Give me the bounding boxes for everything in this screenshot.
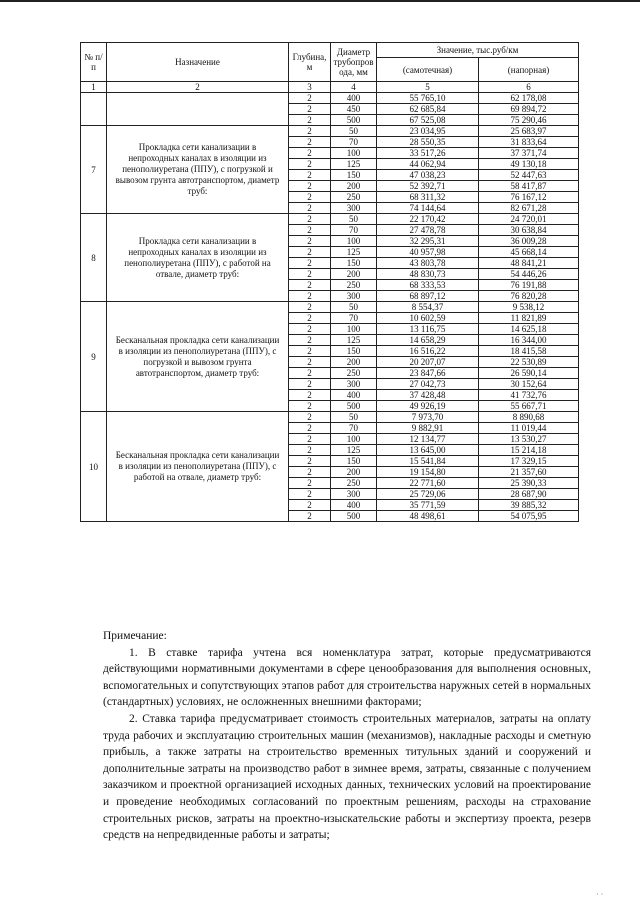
selfflow-value-cell: 62 685,84	[377, 104, 479, 115]
header-pressure: (напорная)	[479, 58, 579, 82]
diameter-cell: 500	[331, 115, 377, 126]
diameter-cell: 400	[331, 93, 377, 104]
note-paragraph-1: 1. В ставке тарифа учтена вся номенклатура затрат, которые предусматриваются действующими нормативными документами в сфере ценообразования для выполнения основных, вспомогательных и сопутствующих этапов работ для строительства наружных сетей в нормальных (стандартных) условиях, не осложненных внешними факторами;	[103, 646, 591, 709]
pressure-value-cell: 30 638,84	[479, 225, 579, 236]
selfflow-value-cell: 16 516,22	[377, 346, 479, 357]
depth-cell: 2	[289, 225, 331, 236]
diameter-cell: 150	[331, 258, 377, 269]
header-num: № п/п	[81, 43, 107, 82]
col-number: 3	[289, 82, 331, 93]
pressure-value-cell: 15 214,18	[479, 445, 579, 456]
depth-cell: 2	[289, 170, 331, 181]
item-number: 10	[81, 412, 107, 522]
table-body	[81, 93, 579, 522]
item-number: 7	[81, 126, 107, 214]
selfflow-value-cell: 32 295,31	[377, 236, 479, 247]
diameter-cell: 70	[331, 313, 377, 324]
diameter-cell: 70	[331, 225, 377, 236]
selfflow-value-cell: 13 116,75	[377, 324, 479, 335]
pressure-value-cell: 11 019,44	[479, 423, 579, 434]
depth-cell: 2	[289, 489, 331, 500]
depth-cell: 2	[289, 357, 331, 368]
item-description: Бесканальная прокладка сети канализации в изоляции из пенополиуретана (ППУ), с погрузкой и вывозом грунта автотранспортом, диаметр труб:	[107, 302, 289, 412]
pressure-value-cell: 18 415,58	[479, 346, 579, 357]
diameter-cell: 70	[331, 423, 377, 434]
header-selfflow: (самотечная)	[377, 58, 479, 82]
diameter-cell: 500	[331, 401, 377, 412]
col-number: 6	[479, 82, 579, 93]
diameter-cell: 250	[331, 280, 377, 291]
depth-cell: 2	[289, 159, 331, 170]
diameter-cell: 300	[331, 379, 377, 390]
selfflow-value-cell: 20 207,07	[377, 357, 479, 368]
item-description	[107, 93, 289, 126]
diameter-cell: 125	[331, 445, 377, 456]
pressure-value-cell: 69 894,72	[479, 104, 579, 115]
pressure-value-cell: 76 191,88	[479, 280, 579, 291]
depth-cell: 2	[289, 137, 331, 148]
selfflow-value-cell: 23 034,95	[377, 126, 479, 137]
selfflow-value-cell: 33 517,26	[377, 148, 479, 159]
diameter-cell: 50	[331, 302, 377, 313]
selfflow-value-cell: 37 428,48	[377, 390, 479, 401]
table-row	[81, 93, 579, 104]
selfflow-value-cell: 68 897,12	[377, 291, 479, 302]
header-purpose: Назначение	[107, 43, 289, 82]
depth-cell: 2	[289, 412, 331, 423]
diameter-cell: 300	[331, 291, 377, 302]
depth-cell: 2	[289, 192, 331, 203]
pressure-value-cell: 62 178,08	[479, 93, 579, 104]
depth-cell: 2	[289, 511, 331, 522]
depth-cell: 2	[289, 467, 331, 478]
depth-cell: 2	[289, 280, 331, 291]
depth-cell: 2	[289, 302, 331, 313]
item-description: Прокладка сети канализации в непроходных каналах в изоляции из пенополиуретана (ППУ), с погрузкой и вывозом грунта автотранспортом, диаметр труб:	[107, 126, 289, 214]
selfflow-value-cell: 40 957,98	[377, 247, 479, 258]
diameter-cell: 50	[331, 214, 377, 225]
selfflow-value-cell: 48 498,61	[377, 511, 479, 522]
pressure-value-cell: 25 390,33	[479, 478, 579, 489]
selfflow-value-cell: 19 154,80	[377, 467, 479, 478]
diameter-cell: 70	[331, 137, 377, 148]
depth-cell: 2	[289, 181, 331, 192]
pressure-value-cell: 16 344,00	[479, 335, 579, 346]
diameter-cell: 150	[331, 346, 377, 357]
diameter-cell: 50	[331, 126, 377, 137]
pressure-value-cell: 8 890,68	[479, 412, 579, 423]
item-description: Бесканальная прокладка сети канализации в изоляции из пенополиуретана (ППУ), с работой на отвале, диаметр труб:	[107, 412, 289, 522]
col-number: 2	[107, 82, 289, 93]
selfflow-value-cell: 27 042,73	[377, 379, 479, 390]
pressure-value-cell: 49 130,18	[479, 159, 579, 170]
table-row	[81, 126, 579, 137]
diameter-cell: 400	[331, 500, 377, 511]
selfflow-value-cell: 27 478,78	[377, 225, 479, 236]
diameter-cell: 250	[331, 368, 377, 379]
selfflow-value-cell: 74 144,64	[377, 203, 479, 214]
selfflow-value-cell: 68 311,32	[377, 192, 479, 203]
selfflow-value-cell: 15 541,84	[377, 456, 479, 467]
pressure-value-cell: 75 290,46	[479, 115, 579, 126]
column-numbers-row	[81, 82, 579, 93]
depth-cell: 2	[289, 423, 331, 434]
depth-cell: 2	[289, 500, 331, 511]
pressure-value-cell: 13 530,27	[479, 434, 579, 445]
selfflow-value-cell: 9 882,91	[377, 423, 479, 434]
note-paragraph-2: 2. Ставка тарифа предусматривает стоимость строительных материалов, затраты на оплату труда рабочих и эксплуатацию строительных машин (механизмов), накладные расходы и сметную прибыль, а также затраты на строительство временных титульных зданий и сооружений и дополнительные затраты на производство работ в зимнее время, затраты, связанные с получением заказчиком и проектной организацией исходных данных, технических условий на проектирование и проведение необходимых согласований по проектным решениям, расходы на страхование строительных рисков, затраты на проектно-изыскательские работы и экспертизу проекта, резерв средств на непредвиденные работы и затраты;	[103, 712, 591, 842]
pressure-value-cell: 54 075,95	[479, 511, 579, 522]
selfflow-value-cell: 67 525,08	[377, 115, 479, 126]
depth-cell: 2	[289, 368, 331, 379]
selfflow-value-cell: 22 170,42	[377, 214, 479, 225]
col-number: 1	[81, 82, 107, 93]
depth-cell: 2	[289, 445, 331, 456]
depth-cell: 2	[289, 379, 331, 390]
page-dots: ··	[596, 890, 606, 899]
depth-cell: 2	[289, 324, 331, 335]
pressure-value-cell: 41 732,76	[479, 390, 579, 401]
pressure-value-cell: 14 625,18	[479, 324, 579, 335]
tariff-table	[80, 42, 579, 522]
selfflow-value-cell: 49 926,19	[377, 401, 479, 412]
pressure-value-cell: 17 329,15	[479, 456, 579, 467]
table-row	[81, 412, 579, 423]
depth-cell: 2	[289, 203, 331, 214]
pressure-value-cell: 58 417,87	[479, 181, 579, 192]
depth-cell: 2	[289, 269, 331, 280]
pressure-value-cell: 82 671,28	[479, 203, 579, 214]
diameter-cell: 300	[331, 203, 377, 214]
selfflow-value-cell: 43 803,78	[377, 258, 479, 269]
depth-cell: 2	[289, 335, 331, 346]
diameter-cell: 200	[331, 269, 377, 280]
depth-cell: 2	[289, 126, 331, 137]
depth-cell: 2	[289, 313, 331, 324]
pressure-value-cell: 76 820,28	[479, 291, 579, 302]
diameter-cell: 125	[331, 335, 377, 346]
pressure-value-cell: 26 590,14	[479, 368, 579, 379]
pressure-value-cell: 45 668,14	[479, 247, 579, 258]
pressure-value-cell: 30 152,64	[479, 379, 579, 390]
item-description: Прокладка сети канализации в непроходных каналах в изоляции из пенополиуретана (ППУ), с работой на отвале, диаметр труб:	[107, 214, 289, 302]
pressure-value-cell: 55 667,71	[479, 401, 579, 412]
selfflow-value-cell: 44 062,94	[377, 159, 479, 170]
diameter-cell: 125	[331, 247, 377, 258]
pressure-value-cell: 22 530,89	[479, 357, 579, 368]
depth-cell: 2	[289, 434, 331, 445]
col-number: 5	[377, 82, 479, 93]
diameter-cell: 100	[331, 148, 377, 159]
selfflow-value-cell: 8 554,37	[377, 302, 479, 313]
depth-cell: 2	[289, 291, 331, 302]
depth-cell: 2	[289, 456, 331, 467]
pressure-value-cell: 24 720,01	[479, 214, 579, 225]
header-depth: Глубина, м	[289, 43, 331, 82]
pressure-value-cell: 25 683,97	[479, 126, 579, 137]
pressure-value-cell: 9 538,12	[479, 302, 579, 313]
item-number: 9	[81, 302, 107, 412]
selfflow-value-cell: 52 392,71	[377, 181, 479, 192]
pressure-value-cell: 21 357,60	[479, 467, 579, 478]
diameter-cell: 150	[331, 456, 377, 467]
pressure-value-cell: 52 447,63	[479, 170, 579, 181]
depth-cell: 2	[289, 93, 331, 104]
notes-section	[103, 628, 591, 844]
col-number: 4	[331, 82, 377, 93]
selfflow-value-cell: 7 973,70	[377, 412, 479, 423]
diameter-cell: 400	[331, 390, 377, 401]
diameter-cell: 100	[331, 324, 377, 335]
depth-cell: 2	[289, 247, 331, 258]
diameter-cell: 450	[331, 104, 377, 115]
selfflow-value-cell: 35 771,59	[377, 500, 479, 511]
diameter-cell: 200	[331, 467, 377, 478]
depth-cell: 2	[289, 346, 331, 357]
diameter-cell: 125	[331, 159, 377, 170]
diameter-cell: 300	[331, 489, 377, 500]
header-diameter: Диаметр трубопров ода, мм	[331, 43, 377, 82]
depth-cell: 2	[289, 390, 331, 401]
pressure-value-cell: 31 833,64	[479, 137, 579, 148]
selfflow-value-cell: 47 038,23	[377, 170, 479, 181]
diameter-cell: 50	[331, 412, 377, 423]
selfflow-value-cell: 55 765,10	[377, 93, 479, 104]
selfflow-value-cell: 12 134,77	[377, 434, 479, 445]
selfflow-value-cell: 23 847,66	[377, 368, 479, 379]
depth-cell: 2	[289, 148, 331, 159]
depth-cell: 2	[289, 115, 331, 126]
table-row	[81, 302, 579, 313]
selfflow-value-cell: 68 333,53	[377, 280, 479, 291]
pressure-value-cell: 39 885,32	[479, 500, 579, 511]
depth-cell: 2	[289, 214, 331, 225]
selfflow-value-cell: 22 771,60	[377, 478, 479, 489]
pressure-value-cell: 28 687,90	[479, 489, 579, 500]
diameter-cell: 150	[331, 170, 377, 181]
notes-heading: Примечание:	[103, 630, 167, 642]
depth-cell: 2	[289, 104, 331, 115]
depth-cell: 2	[289, 401, 331, 412]
diameter-cell: 500	[331, 511, 377, 522]
table-row	[81, 214, 579, 225]
pressure-value-cell: 11 821,89	[479, 313, 579, 324]
diameter-cell: 200	[331, 357, 377, 368]
item-number: 8	[81, 214, 107, 302]
diameter-cell: 200	[331, 181, 377, 192]
depth-cell: 2	[289, 236, 331, 247]
selfflow-value-cell: 25 729,06	[377, 489, 479, 500]
depth-cell: 2	[289, 478, 331, 489]
item-number	[81, 93, 107, 126]
selfflow-value-cell: 10 602,59	[377, 313, 479, 324]
selfflow-value-cell: 28 550,35	[377, 137, 479, 148]
pressure-value-cell: 54 446,26	[479, 269, 579, 280]
depth-cell: 2	[289, 258, 331, 269]
pressure-value-cell: 37 371,74	[479, 148, 579, 159]
diameter-cell: 100	[331, 434, 377, 445]
diameter-cell: 250	[331, 478, 377, 489]
diameter-cell: 250	[331, 192, 377, 203]
pressure-value-cell: 36 009,28	[479, 236, 579, 247]
selfflow-value-cell: 48 830,73	[377, 269, 479, 280]
top-border-line	[0, 0, 640, 2]
header-value: Значение, тыс.руб/км	[377, 43, 579, 58]
pressure-value-cell: 76 167,12	[479, 192, 579, 203]
selfflow-value-cell: 13 645,00	[377, 445, 479, 456]
selfflow-value-cell: 14 658,29	[377, 335, 479, 346]
diameter-cell: 100	[331, 236, 377, 247]
pressure-value-cell: 48 841,21	[479, 258, 579, 269]
